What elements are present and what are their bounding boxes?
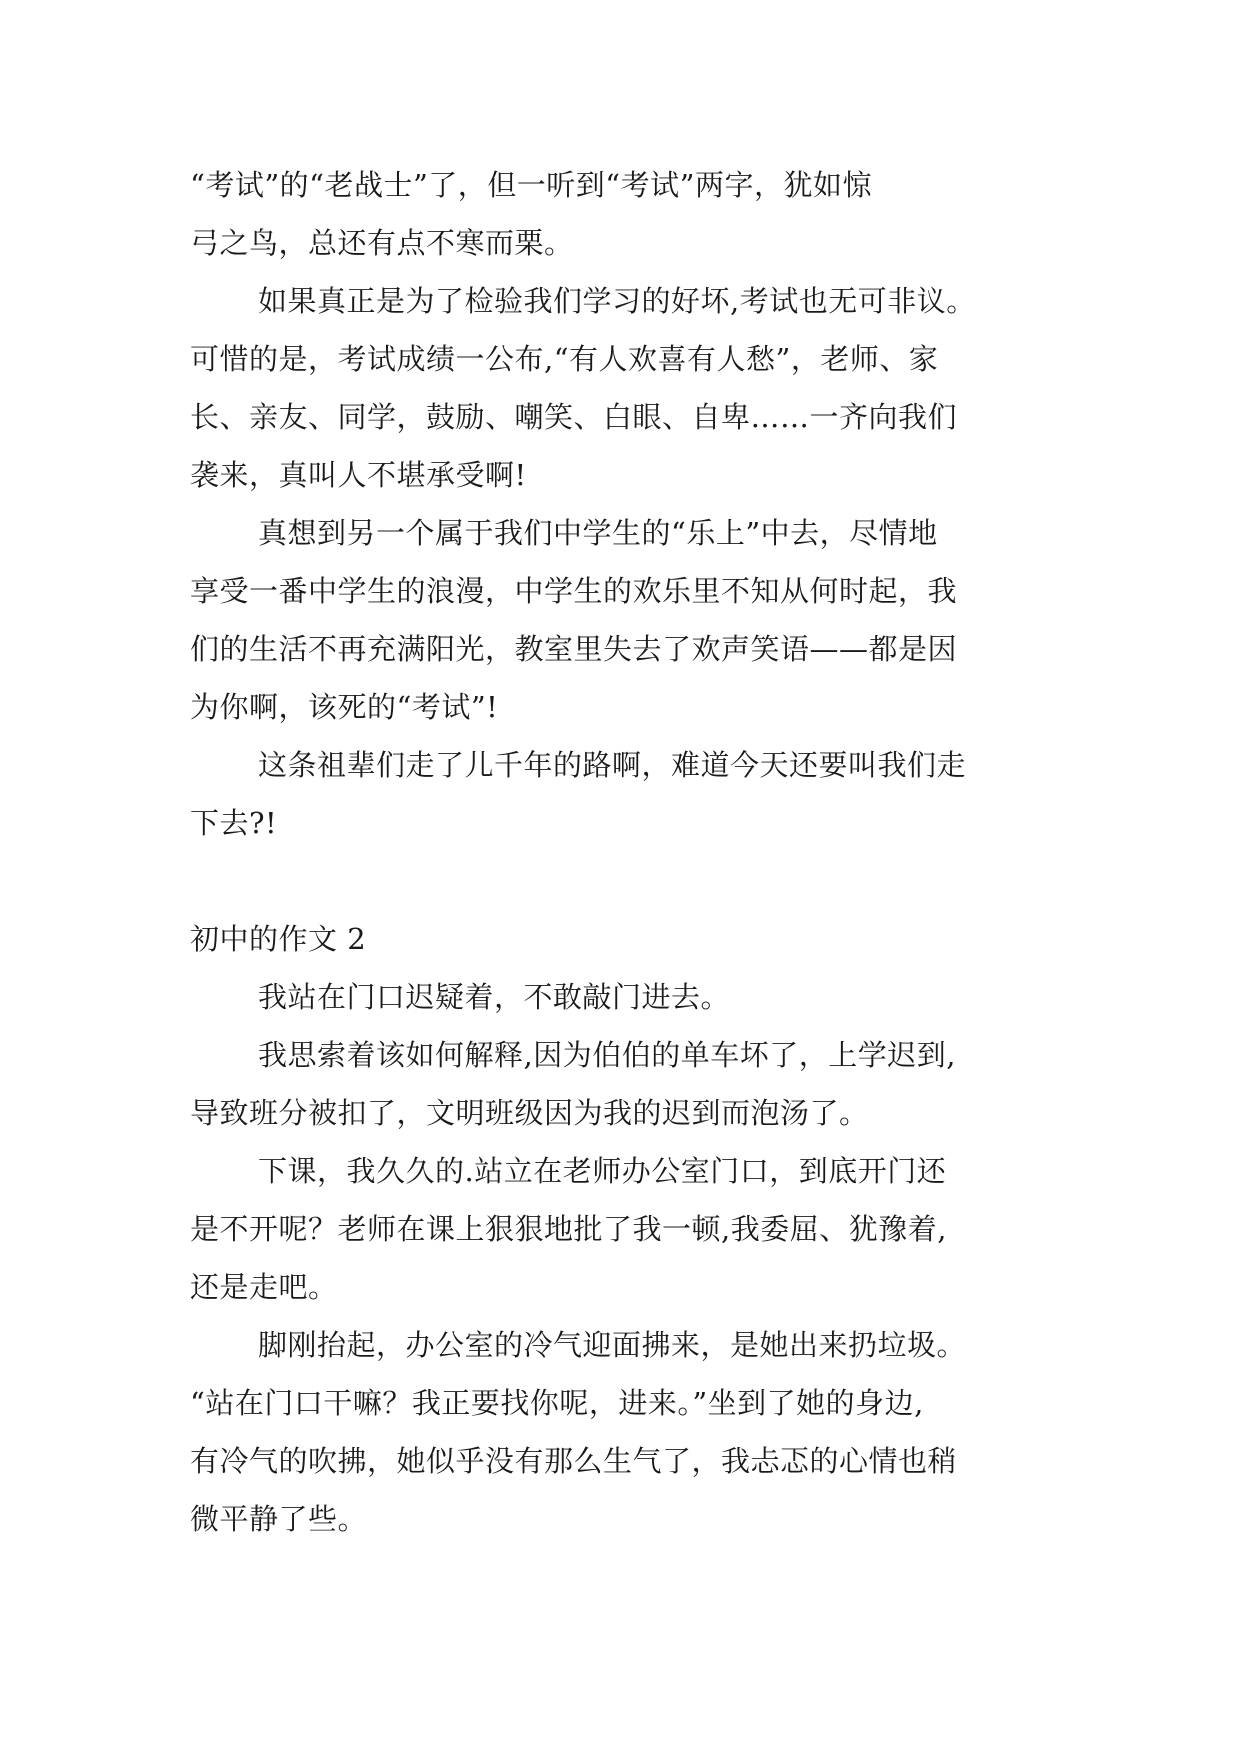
text-line: 微平静了些。 bbox=[190, 1502, 368, 1536]
paragraph-start: 真想到另一个属于我们中学生的“乐上”中去，尽情地 bbox=[258, 516, 938, 550]
text-line: 下去?! bbox=[190, 806, 278, 840]
paragraph-start: 这条祖辈们走了儿千年的路啊，难道今天还要叫我们走 bbox=[258, 748, 967, 782]
section-gap bbox=[190, 852, 1070, 910]
text-line: “考试”的“老战士”了，但一听到“考试”两字，犹如惊 bbox=[190, 168, 872, 202]
text-line: 袭来，真叫人不堪承受啊! bbox=[190, 458, 527, 492]
text-line: 还是走吧。 bbox=[190, 1270, 338, 1304]
text-line: “站在门口干嘛？我正要找你呢，进来。”坐到了她的身边, bbox=[190, 1386, 924, 1420]
text-line: 长、亲友、同学，鼓励、嘲笑、白眼、自卑……一齐向我们 bbox=[190, 400, 958, 434]
paragraph-start: 脚刚抬起，办公室的冷气迎面拂来，是她出来扔垃圾。 bbox=[258, 1328, 967, 1362]
paragraph-start: 我思索着该如何解释,因为伯伯的单车坏了，上学迟到, bbox=[258, 1038, 956, 1072]
paragraph-start: 下课，我久久的.站立在老师办公室门口，到底开门还 bbox=[258, 1154, 947, 1188]
section-title: 初中的作文 2 bbox=[190, 922, 367, 956]
document-body bbox=[190, 156, 1070, 1548]
text-line: 有冷气的吹拂，她似乎没有那么生气了，我忐忑的心情也稍 bbox=[190, 1444, 958, 1478]
text-line: 为你啊，该死的“考试”! bbox=[190, 690, 499, 724]
text-line: 导致班分被扣了，文明班级因为我的迟到而泡汤了。 bbox=[190, 1096, 869, 1130]
text-line: 享受一番中学生的浪漫，中学生的欢乐里不知从何时起，我 bbox=[190, 574, 958, 608]
text-line: 可惜的是，考试成绩一公布,“有人欢喜有人愁”，老师、家 bbox=[190, 342, 939, 376]
paragraph-start: 如果真正是为了检验我们学习的好坏,考试也无可非议。 bbox=[258, 284, 976, 318]
text-line: 是不开呢？老师在课上狠狠地批了我一顿,我委屈、犹豫着, bbox=[190, 1212, 947, 1246]
text-line: 们的生活不再充满阳光，教室里失去了欢声笑语——都是因 bbox=[190, 632, 958, 666]
text-line: 弓之鸟，总还有点不寒而栗。 bbox=[190, 226, 574, 260]
paragraph-start: 我站在门口迟疑着，不敢敲门进去。 bbox=[258, 980, 731, 1014]
